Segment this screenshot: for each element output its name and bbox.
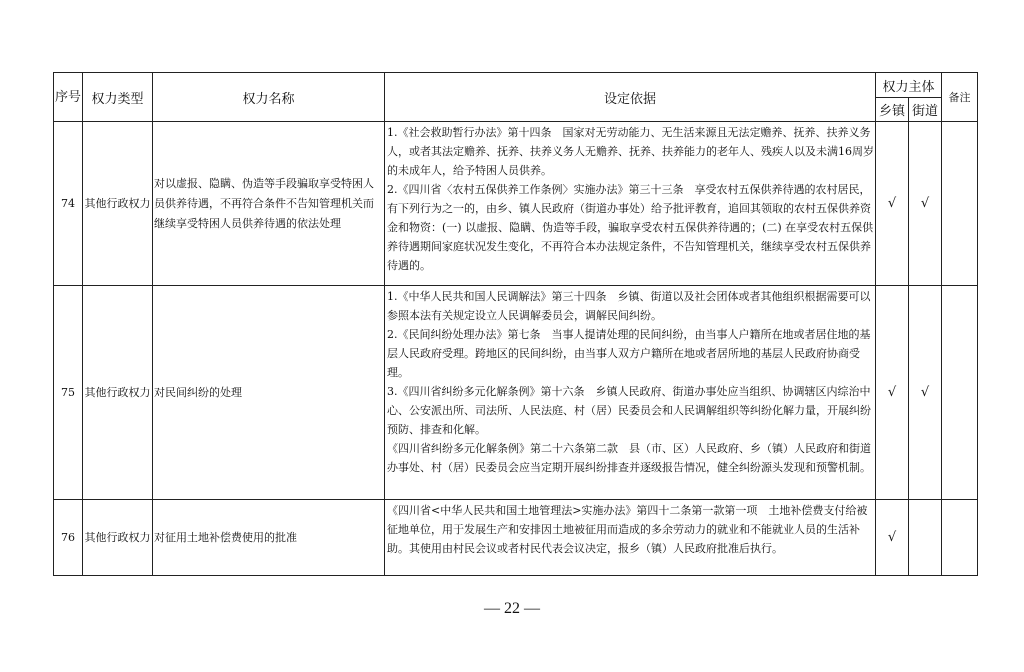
- power-name: 对征用土地补偿费使用的批准: [153, 500, 385, 576]
- table-row: [54, 286, 978, 500]
- table-row: [54, 122, 978, 286]
- power-name: 对民间纠纷的处理: [153, 286, 385, 500]
- street-check: √: [909, 286, 942, 500]
- basis-paragraph: 2.《四川省〈农村五保供养工作条例〉实施办法》第三十三条 享受农村五保供养待遇的农村居民，有下列行为之一的，由乡、镇人民政府（街道办事处）给予批评教育，追回其领取的农村五保供养资金和物资：(一) 以虚报、隐瞒、伪造等手段，骗取享受农村五保供养待遇的；(二) 在享受农村五保供养待遇期间家庭状况发生变化，不再符合本办法规定条件，不告知管理机关，继续享受农村五保供养待遇的。: [387, 183, 874, 272]
- power-type: 其他行政权力: [83, 500, 153, 576]
- col-header-street: 街道: [909, 98, 942, 122]
- basis-paragraph: 1.《中华人民共和国人民调解法》第三十四条 乡镇、街道以及社会团体或者其他组织根据需要可以参照本法有关规定设立人民调解委员会，调解民间纠纷。: [387, 290, 871, 322]
- col-header-township: 乡镇: [876, 98, 909, 122]
- power-basis: [385, 500, 876, 576]
- col-header-type: 权力类型: [83, 73, 153, 122]
- street-check: [909, 500, 942, 576]
- street-check: √: [909, 122, 942, 286]
- col-header-basis: 设定依据: [385, 73, 876, 122]
- col-header-seq: 序号: [54, 73, 83, 122]
- header-row-1: [54, 73, 978, 98]
- remark-cell: [942, 500, 978, 576]
- col-header-subject: 权力主体: [876, 73, 942, 98]
- basis-paragraph: 3.《四川省纠纷多元化解条例》第十六条 乡镇人民政府、街道办事处应当组织、协调辖区内综治中心、公安派出所、司法所、人民法庭、村（居）民委员会和人民调解组织等纠纷化解力量，开展纠纷预防、排查和化解。: [387, 385, 871, 436]
- power-list-table: [53, 72, 978, 576]
- row-number: 75: [54, 286, 83, 500]
- power-basis: [385, 286, 876, 500]
- power-name: 对以虚报、隐瞒、伪造等手段骗取享受特困人员供养待遇，不再符合条件不告知管理机关而继续享受特困人员供养待遇的依法处理: [153, 122, 385, 286]
- row-number: 74: [54, 122, 83, 286]
- basis-paragraph: 2.《民间纠纷处理办法》第七条 当事人提请处理的民间纠纷，由当事人户籍所在地或者居住地的基层人民政府受理。跨地区的民间纠纷，由当事人双方户籍所在地或者居所地的基层人民政府协商受理。: [387, 328, 871, 379]
- table-row: [54, 500, 978, 576]
- basis-paragraph: 《四川省<中华人民共和国土地管理法>实施办法》第四十二条第一款第一项 土地补偿费支付给被征地单位，用于发展生产和安排因土地被征用而造成的多余劳动力的就业和不能就业人员的生活补助。其使用由村民会议或者村民代表会议决定，报乡（镇）人民政府批准后执行。: [387, 504, 868, 555]
- remark-cell: [942, 122, 978, 286]
- row-number: 76: [54, 500, 83, 576]
- basis-paragraph: 1.《社会救助暂行办法》第十四条 国家对无劳动能力、无生活来源且无法定赡养、抚养、扶养义务人，或者其法定赡养、抚养、扶养义务人无赡养、抚养、扶养能力的老年人、残疾人以及未满16周岁的未成年人，给予特困人员供养。: [387, 126, 874, 177]
- col-header-name: 权力名称: [153, 73, 385, 122]
- basis-paragraph: 《四川省纠纷多元化解条例》第二十六条第二款 县（市、区）人民政府、乡（镇）人民政府和街道办事处、村（居）民委员会应当定期开展纠纷排查并逐级报告情况，健全纠纷源头发现和预警机制。: [387, 442, 871, 474]
- power-type: 其他行政权力: [83, 122, 153, 286]
- township-check: √: [876, 500, 909, 576]
- township-check: √: [876, 122, 909, 286]
- remark-cell: [942, 286, 978, 500]
- page-number: — 22 —: [484, 600, 540, 617]
- power-type: 其他行政权力: [83, 286, 153, 500]
- col-header-remark: 备注: [942, 73, 978, 122]
- township-check: √: [876, 286, 909, 500]
- power-basis: [385, 122, 876, 286]
